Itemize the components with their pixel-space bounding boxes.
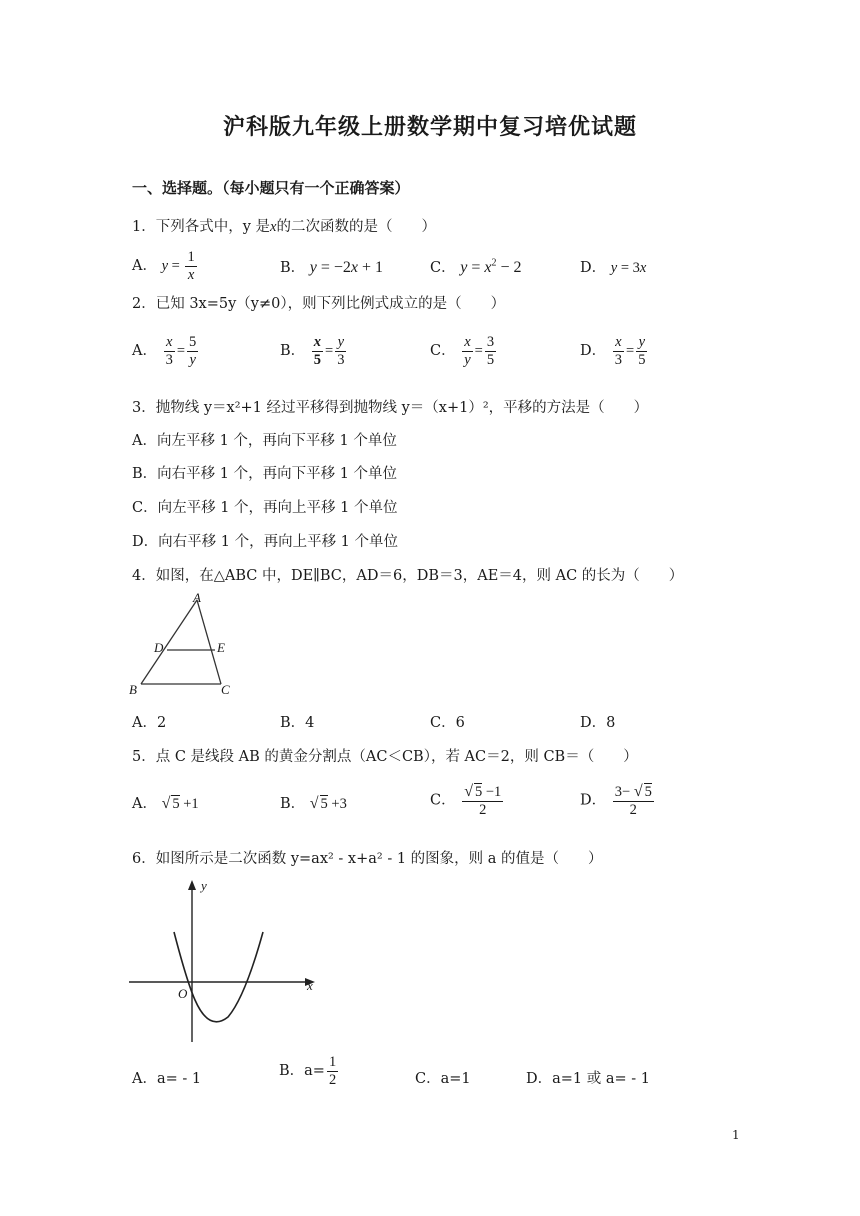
label-a: A — [193, 590, 201, 605]
question-3-option-d: D．向右平移 1 个，再向上平移 1 个单位 — [132, 534, 399, 550]
question-1-stem: 1．下列各式中，y 是x的二次函数的是（ ） — [132, 219, 436, 235]
question-5-option-b: B． √ 5 +3 — [280, 795, 347, 812]
question-4-option-c: C．6 — [430, 715, 465, 731]
label-c: C — [221, 682, 230, 697]
question-1-option-c: C． $y = x^2 - 2$ — [430, 257, 522, 276]
question-5-option-c: C． $\frac{√ 5 -1}{2}$ — [430, 783, 502, 818]
parabola-graph — [125, 872, 325, 1047]
question-6-option-c: C．a=1 — [415, 1071, 471, 1087]
question-2-option-b: B． $\frac{x}{5}$ = $\frac{y}{3}$ — [280, 334, 345, 368]
page-number: 1 — [732, 1128, 740, 1142]
question-1-option-b: B． y = −2x + 1 — [280, 259, 384, 276]
origin-label: O — [178, 986, 188, 1001]
axis-label-y: y — [201, 878, 207, 893]
question-3-option-a: A．向左平移 1 个，再向下平移 1 个单位 — [132, 433, 397, 449]
question-6-stem: 6．如图所示是二次函数 y=ax² - x+a² - 1 的图象，则 a 的值是（ ） — [132, 851, 603, 867]
question-1-option-a: A． y = $\frac{1}{x}$ — [132, 249, 195, 283]
axis-label-x: x — [307, 978, 313, 993]
question-2-stem: 2．已知 3x=5y（y≠0），则下列比例式成立的是（ ） — [132, 296, 506, 312]
question-5-option-d: D． $\frac{3- √ 5}{2}$ — [580, 783, 652, 818]
question-3-option-b: B．向右平移 1 个，再向下平移 1 个单位 — [132, 466, 398, 482]
triangle-figure — [125, 590, 245, 700]
question-3-option-c: C．向左平移 1 个，再向上平移 1 个单位 — [132, 500, 398, 516]
question-6-option-a: A．a= - 1 — [132, 1071, 202, 1087]
label-b: B — [129, 682, 137, 697]
question-2-option-a: A． $\frac{x}{3}$ = $\frac{5}{y}$ — [132, 334, 197, 368]
question-1-option-d: D． y = 3x — [580, 260, 647, 276]
question-5-option-a: A． √ 5 +1 — [132, 795, 199, 812]
question-4-option-d: D．8 — [580, 715, 616, 731]
question-6-option-b: B．a= $\frac{1}{2}$ — [279, 1054, 337, 1088]
label-d: D — [154, 640, 164, 655]
question-4-option-b: B．4 — [280, 715, 315, 731]
question-4-stem: 4．如图，在△ABC 中，DE∥BC，AD＝6，DB＝3，AE＝4，则 AC 的长为（ ） — [132, 568, 684, 584]
label-e: E — [217, 640, 225, 655]
question-5-stem: 5．点 C 是线段 AB 的黄金分割点（AC＜CB），若 AC＝2，则 CB＝（ ） — [132, 749, 638, 765]
question-2-option-c: C． $\frac{x}{y}$ = $\frac{3}{5}$ — [430, 334, 495, 368]
question-4-option-a: A．2 — [132, 715, 167, 731]
page-title: 沪科版九年级上册数学期中复习培优试题 — [222, 114, 637, 140]
question-2-option-d: D． $\frac{x}{3}$ = $\frac{y}{5}$ — [580, 334, 646, 368]
question-6-option-d: D．a=1 或 a= - 1 — [526, 1071, 651, 1087]
section-heading: 一、选择题。（每小题只有一个正确答案） — [132, 179, 410, 197]
question-3-stem: 3．抛物线 y＝x²+1 经过平移得到抛物线 y＝（x+1）²，平移的方法是（ ） — [132, 400, 649, 416]
